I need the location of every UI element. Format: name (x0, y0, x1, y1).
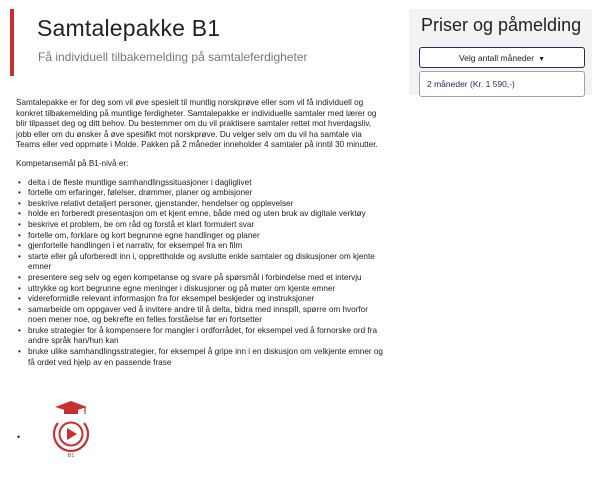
pricing-title: Priser og påmelding (421, 15, 582, 35)
pricing-panel (409, 9, 592, 95)
b1-course-logo (45, 401, 97, 459)
logo-label: B1 (67, 453, 75, 459)
goal-item: • fortelle om, forklare og kort begrunne egne handlinger og planer (28, 231, 388, 242)
goal-item: • bruke strategier for å kompensere for mangler i ordforrådet, for eksempel ved å fornorske ord fra andre språk han/hun kan (28, 326, 388, 347)
goal-item: • videreformidle relevant informasjon fra for eksempel beskjeder og instruksjoner (28, 294, 388, 305)
course-description (16, 98, 388, 368)
goal-item: • gjenfortelle handlingen i et narrativ, for eksempel fra en film (28, 241, 388, 252)
page-header (10, 9, 394, 76)
goal-item: • presentere seg selv og egen kompetanse og svare på spørsmål i forbindelse med et intervju (28, 273, 388, 284)
page-subtitle: Få individuell tilbakemelding på samtaleferdigheter (38, 50, 308, 64)
goals-heading: Kompetansemål på B1-nivå er: (16, 158, 129, 168)
page-title: Samtalepakke B1 (37, 15, 221, 41)
goal-item: • bruke ulike samhandlingsstrategier, for eksempel å gripe inn i en diskusjon om velkjente emner og få ordet ved hjelp av en passende frase (28, 347, 388, 368)
goal-item: • starte eller gå uforberedt inn i, opprettholde og avslutte enkle samtaler og diskusjoner om kjente emner (28, 252, 388, 273)
months-select-label: Velg antall måneder (458, 53, 535, 63)
goal-item: • samarbeide om oppgaver ved å invitere andre til å delta, bidra med innspill, spørre om hvorfor noen mener noe, og bekrefte en felles forståelse før en fortsetter (28, 305, 388, 326)
logo-bullet: • (17, 432, 21, 442)
goal-item: • delta i de fleste muntlige samhandlingssituasjoner i dagliglivet (28, 178, 388, 189)
months-select-button[interactable] (419, 47, 585, 68)
goals-list (16, 178, 388, 369)
goal-item: • beskrive et problem, be om råd og forstå et klart formulert svar (28, 220, 388, 231)
goal-item: • holde en forberedt presentasjon om et kjent emne, både med og uten bruk av digitale verktøy (28, 209, 388, 220)
goal-item: • beskrive relativt detaljert personer, gjenstander, hendelser og opplevelser (28, 199, 388, 210)
description-paragraph: Samtalepakke er for deg som vil øve spesielt til muntlig norskprøve eller som vil få individuell og konkret tilbakemelding på muntlige ferdigheter. Samtalepakke er individuelle samtaler med lærer og blir tilpasset deg og ditt behov. Du bestemmer om du vil praktisere samtaler rettet mot hverdagsliv, jobb eller om du ønsker å øve spesifikt mot norskprøve. Du velger selv om du vil ha samtale via Teams eller ved oppmøte i Molde. Pakken på 2 måneder inneholder 4 samtaler på inntil 30 minutter. (16, 98, 378, 150)
price-option[interactable]: 2 måneder (Kr. 1 590,-) (419, 71, 585, 97)
goal-item: • fortelle om erfaringer, følelser, drømmer, planer og ambisjoner (28, 188, 388, 199)
goal-item: • uttrykke og kort begrunne egne meninger i diskusjoner og på møter om kjente emner (28, 284, 388, 295)
caret-down-icon: ▼ (538, 56, 546, 63)
